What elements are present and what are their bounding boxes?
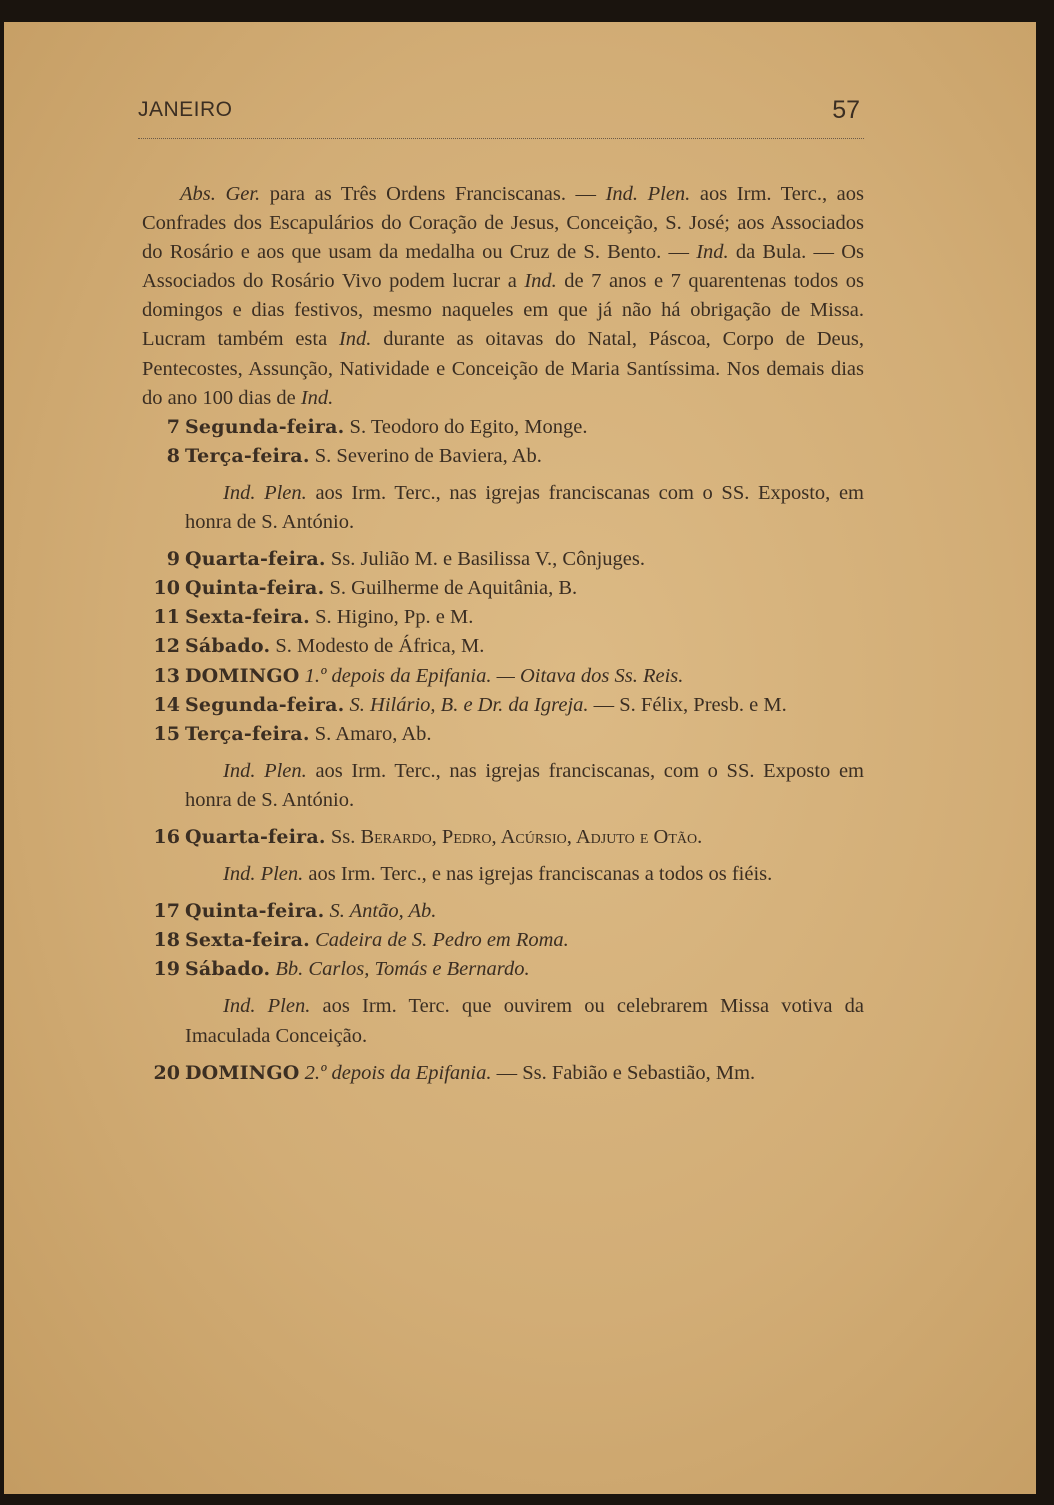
- text-run: Ind. Plen.: [605, 183, 691, 205]
- text-run: Ind.: [300, 386, 334, 409]
- text-run: da Bula. — Os Associados do Rosário Vivo podem lucrar a: [142, 241, 864, 293]
- intro-paragraph: [142, 180, 864, 413]
- text-run: S. Guilherme de Aquitânia, B.: [324, 577, 578, 600]
- calendar-day-entry: [142, 720, 864, 749]
- weekday-label: Quarta-feira.: [185, 548, 326, 571]
- page-header: [138, 98, 864, 139]
- text-run: aos Irm. Terc., nas igrejas franciscanas, com o SS. Exposto em honra de S. António.: [185, 759, 864, 811]
- calendar-entries: [142, 413, 864, 1088]
- indulgence-note: [142, 479, 864, 537]
- text-run: durante as oitavas do Natal, Páscoa, Corpo de Deus, Pentecostes, Assunção, Natividade e Conceição de Maria Santíssima. Nos demais dias do ano 100 dias de: [142, 328, 864, 409]
- text-run: aos Irm. Terc., aos Confrades dos Escapulários do Coração de Jesus, Conceição, S. José; aos Associados do Rosário e aos que usam da medalha ou Cruz de S. Bento. —: [142, 183, 864, 264]
- calendar-day-entry: [142, 897, 864, 926]
- day-number: 19: [153, 958, 180, 981]
- text-run: aos Irm. Terc. que ouvirem ou celebrarem Missa votiva da Imaculada Conceição.: [185, 995, 864, 1047]
- day-number: 13: [153, 664, 180, 687]
- day-number: 15: [153, 722, 180, 745]
- day-number: 14: [153, 693, 180, 716]
- calendar-day-entry: [142, 1059, 864, 1088]
- calendar-day-entry: [142, 442, 864, 471]
- running-title: JANEIRO: [138, 98, 233, 121]
- weekday-label: Quarta-feira.: [185, 825, 326, 848]
- weekday-label: Segunda-feira.: [185, 693, 345, 716]
- text-run: S. Modesto de África, M.: [270, 635, 485, 658]
- day-number: 8: [166, 444, 180, 467]
- weekday-label: Quinta-feira.: [185, 900, 325, 923]
- weekday-label: Sexta-feira.: [185, 929, 310, 952]
- indulgence-note: [142, 992, 864, 1050]
- text-run: Ind. Plen.: [223, 995, 311, 1018]
- text-run: para as Três Ordens Franciscanas. —: [260, 183, 606, 205]
- weekday-label: Sábado.: [185, 635, 271, 658]
- day-number: 9: [166, 548, 180, 571]
- text-run: Ind. Plen.: [223, 481, 307, 504]
- text-run: — Ss. Fabião e Sebastião, Mm.: [491, 1061, 756, 1084]
- weekday-label: Terça-feira.: [185, 444, 310, 467]
- text-run: S. Hilário, B. e Dr. da Igreja.: [344, 693, 589, 716]
- text-run: Cadeira de S. Pedro em Roma.: [309, 929, 569, 952]
- text-run: Bb. Carlos, Tomás e Bernardo.: [270, 958, 530, 981]
- text-run: Ind.: [524, 270, 557, 293]
- calendar-day-entry: [142, 574, 864, 603]
- calendar-day-entry: [142, 603, 864, 632]
- calendar-day-entry: [142, 632, 864, 661]
- text-run: Ss. Julião M. e Basilissa V., Cônjuges.: [325, 548, 645, 571]
- weekday-label: Sábado.: [185, 958, 271, 981]
- text-run: aos Irm. Terc., nas igrejas franciscanas com o SS. Exposto, em honra de S. António.: [185, 481, 864, 534]
- text-run: de 7 anos e 7 quarentenas todos os domingos e dias festivos, mesmo naqueles em que já não há obrigação de Missa. Lucram também esta: [142, 270, 864, 351]
- page-number: 57: [832, 96, 860, 124]
- book-page: [4, 22, 1036, 1494]
- day-number: 16: [153, 825, 180, 848]
- calendar-day-entry: [142, 823, 864, 852]
- text-run: S. Higino, Pp. e M.: [309, 606, 474, 629]
- text-run: Ind. Plen.: [223, 863, 304, 886]
- text-run: Berardo, Pedro, Acúrsio, Adjuto e Otão.: [360, 825, 703, 848]
- text-run: Ind.: [696, 241, 729, 264]
- indulgence-note: [142, 757, 864, 815]
- calendar-day-entry: [142, 691, 864, 720]
- text-run: 1.º depois da Epifania. — Oitava dos Ss. Reis.: [299, 664, 684, 687]
- day-number: 18: [153, 929, 180, 952]
- weekday-label: Sexta-feira.: [185, 606, 310, 629]
- day-number: 10: [153, 577, 180, 600]
- calendar-day-entry: [142, 662, 864, 691]
- text-run: S. Severino de Baviera, Ab.: [309, 444, 542, 467]
- weekday-label: Terça-feira.: [185, 722, 310, 745]
- day-number: 7: [166, 415, 180, 438]
- text-run: S. Teodoro do Egito, Monge.: [344, 415, 588, 438]
- text-run: Ind. Plen.: [223, 759, 307, 782]
- indulgence-note: [142, 860, 864, 889]
- weekday-label: DOMINGO: [185, 664, 300, 687]
- text-run: aos Irm. Terc., e nas igrejas franciscanas a todos os fiéis.: [303, 863, 773, 886]
- weekday-label: Segunda-feira.: [185, 415, 345, 438]
- calendar-day-entry: [142, 926, 864, 955]
- day-number: 11: [153, 606, 180, 629]
- text-run: S. Amaro, Ab.: [309, 722, 432, 745]
- text-run: Ind.: [338, 328, 372, 351]
- day-number: 17: [153, 900, 180, 923]
- calendar-day-entry: [142, 545, 864, 574]
- calendar-day-entry: [142, 413, 864, 442]
- calendar-day-entry: [142, 955, 864, 984]
- text-run: — S. Félix, Presb. e M.: [588, 693, 787, 716]
- day-number: 20: [153, 1061, 180, 1084]
- text-run: 2.º depois da Epifania.: [299, 1061, 492, 1084]
- text-run: Abs. Ger.: [180, 183, 261, 205]
- text-run: Ss.: [325, 825, 361, 848]
- text-run: S. Antão, Ab.: [324, 900, 437, 923]
- weekday-label: Quinta-feira.: [185, 577, 325, 600]
- weekday-label: DOMINGO: [185, 1061, 300, 1084]
- day-number: 12: [153, 635, 180, 658]
- page-body: [142, 180, 864, 1088]
